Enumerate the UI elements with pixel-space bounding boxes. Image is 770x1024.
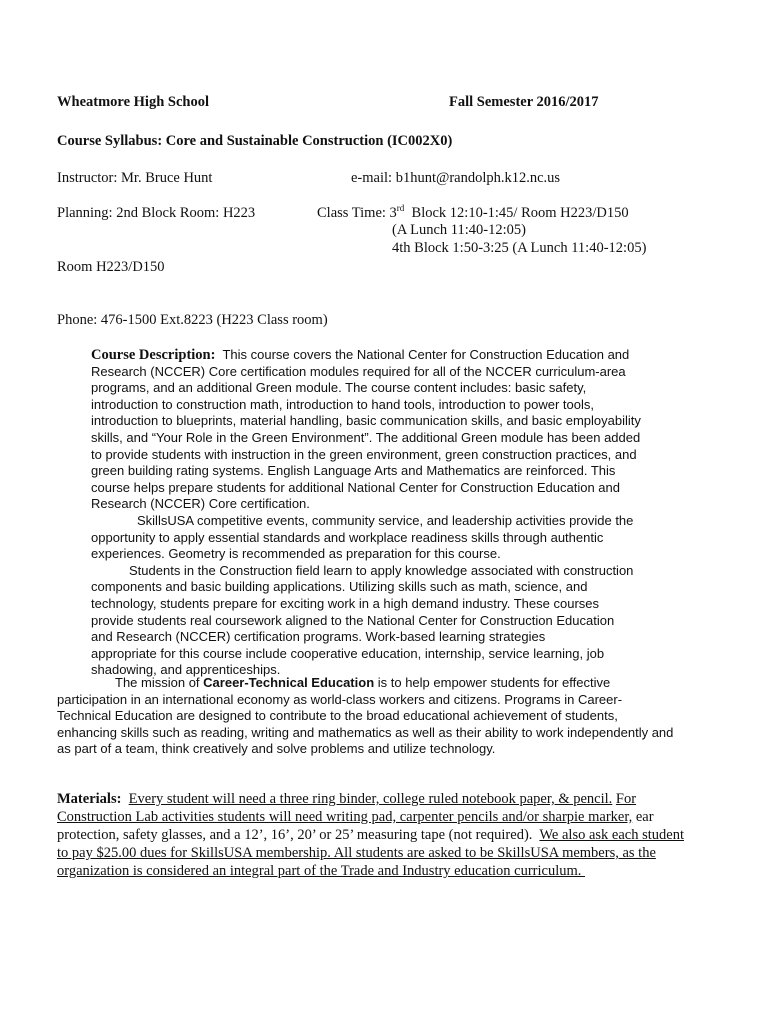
class-time (317, 205, 629, 222)
class-time-rest: Block 12:10-1:45/ Room H223/D150 (404, 205, 629, 221)
mission-line: as part of a team, think creatively and solve problems and utilize technology. (57, 741, 496, 757)
students-line: Students in the Construction field learn to apply knowledge associated with construction (129, 562, 634, 578)
class-time-sup: rd (396, 203, 405, 213)
semester: Fall Semester 2016/2017 (449, 94, 599, 110)
instructor: Instructor: Mr. Bruce Hunt (57, 170, 213, 186)
mission-first-line (57, 675, 737, 692)
materials-lab: Construction Lab activities students will need writing pad, carpenter pencils and/or sharpie marker, (57, 809, 633, 825)
description-line: green building rating systems. English Language Arts and Mathematics are reinforced. This (91, 463, 616, 479)
fourth-block: 4th Block 1:50-3:25 (A Lunch 11:40-12:05) (392, 240, 647, 256)
materials-line (57, 790, 737, 808)
materials-dues-ask: We also ask each student (539, 827, 684, 843)
students-line: components and basic building applications. Utilizing skills such as math, science, and (91, 579, 588, 595)
course-title: Course Syllabus: Core and Sustainable Construction (IC002X0) (57, 133, 453, 149)
planning: Planning: 2nd Block Room: H223 (57, 205, 256, 221)
materials-organization: organization is considered an integral part of the Trade and Industry education curriculum. (57, 863, 586, 879)
materials-protection: protection, safety glasses, and a 12’, 16’, 20’ or 25’ measuring tape (not required). (57, 827, 540, 843)
skills-line: SkillsUSA competitive events, community service, and leadership activities provide the (137, 512, 634, 528)
students-line: appropriate for this course include cooperative education, internship, service learning, job (91, 645, 605, 661)
mission-intro: The mission of (115, 675, 204, 690)
students-line: provide students real coursework aligned to the National Center for Construction Education (91, 612, 615, 628)
description-line: skills, and “Your Role in the Green Environment”. The additional Green module has been added (91, 429, 641, 445)
email: e-mail: b1hunt@randolph.k12.nc.us (351, 170, 561, 186)
mission-bold: Career-Technical Education (203, 675, 375, 690)
description-line: introduction to blueprints, material handling, basic communication skills, and basic employability (91, 413, 641, 429)
materials-line (57, 808, 737, 826)
description-line: introduction to construction math, introduction to hand tools, introduction to power tools, (91, 396, 594, 412)
description-line: course helps prepare students for additional National Center for Construction Education and (91, 479, 620, 495)
school-name: Wheatmore High School (57, 94, 209, 110)
lunch-time: (A Lunch 11:40-12:05) (392, 222, 526, 238)
materials-label: Materials: (57, 791, 122, 807)
materials-line (57, 862, 737, 880)
materials-ear: ear (632, 809, 654, 825)
course-description (91, 347, 681, 679)
mission-line: participation in an international economy as world-class workers and citizens. Programs in Career- (57, 691, 623, 707)
materials-dues: to pay $25.00 dues for SkillsUSA membership. All students are asked to be SkillsUSA members, as the (57, 845, 656, 861)
description-label: Course Description: (91, 347, 216, 363)
description-first-text: This course covers the National Center for Construction Education and (215, 347, 630, 362)
description-first-line (91, 347, 681, 364)
description-line: Research (NCCER) Core certification modules required for all of the NCCER curriculum-area (91, 363, 626, 379)
phone: Phone: 476-1500 Ext.8223 (H223 Class room) (57, 312, 328, 328)
mission-line: enhancing skills such as reading, writing and mathematics as well as their ability to work independently and (57, 724, 674, 740)
materials-line (57, 826, 737, 844)
materials-for: For (615, 791, 637, 807)
description-line: programs, and an additional Green module. The course content includes: basic safety, (91, 380, 587, 396)
materials-required: Every student will need a three ring binder, college ruled notebook paper, & pencil. (128, 791, 613, 807)
description-line: to provide students with instruction in the green environment, green construction practices, and (91, 446, 637, 462)
skills-line: experiences. Geometry is recommended as preparation for this course. (91, 546, 501, 562)
skills-line: opportunity to apply essential standards and workplace readiness skills through authentic (91, 529, 604, 545)
description-line: Research (NCCER) Core certification. (91, 496, 310, 512)
materials-line (57, 844, 737, 862)
mission-after: is to help empower students for effective (374, 675, 611, 690)
materials-paragraph (57, 790, 737, 880)
room: Room H223/D150 (57, 259, 165, 275)
students-line: technology, students prepare for exciting work in a high demand industry. These courses (91, 595, 600, 611)
mission-line: Technical Education are designed to contribute to the broad educational achievement of students, (57, 708, 618, 724)
class-time-prefix: Class Time: 3 (317, 205, 397, 221)
students-line: and Research (NCCER) certification programs. Work-based learning strategies (91, 629, 546, 645)
students-line: shadowing, and apprenticeships. (91, 662, 281, 678)
mission-paragraph (57, 675, 737, 758)
